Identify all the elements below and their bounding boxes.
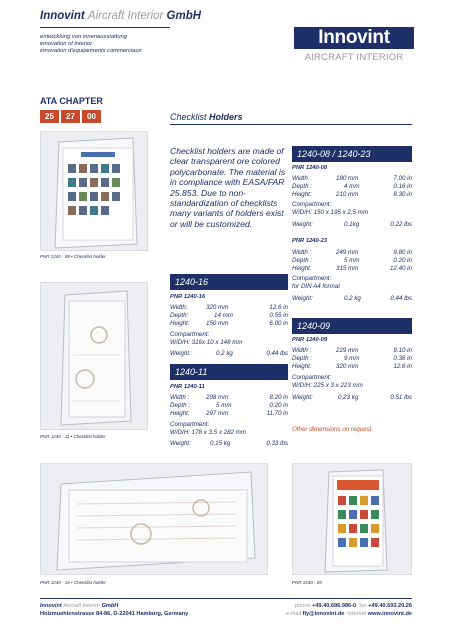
pnr-1240-23: PNR 1240-23 bbox=[292, 238, 328, 244]
pnr-1240-08: PNR 1240-08 bbox=[292, 165, 328, 171]
pnr-1240-11: PNR 1240-11 bbox=[170, 384, 205, 390]
photo-checklist-holder-1240-16 bbox=[40, 463, 268, 575]
spec-height-1240-16: Height: 150 mm 6.00 in bbox=[170, 320, 288, 327]
spec-height-1240-23: Height: 315 mm 12.40 in bbox=[292, 265, 412, 272]
footer-rule bbox=[40, 598, 412, 599]
footer-address: Holzmuehlenstrasse 84-86, D-22041 Hamburg, Germany bbox=[40, 611, 189, 617]
photo-checklist-holder-1240-09 bbox=[292, 463, 412, 575]
spec-weight-1240-08: Weight: 0,1kg 0.22 lbs bbox=[292, 221, 412, 228]
section-rule bbox=[170, 124, 412, 125]
footer-email-link[interactable]: fly@innovint.de bbox=[302, 611, 345, 617]
spec-compartment-label-1240-23: Compartment: bbox=[292, 275, 332, 282]
spec-compartment-label-1240-11: Compartment: bbox=[170, 421, 210, 428]
spec-header-1240-16: 1240-16 bbox=[170, 274, 288, 290]
photo-caption-1: PNR 1240 - 08 • Checklist holder bbox=[40, 254, 106, 259]
logo-subtitle: AIRCRAFT INTERIOR bbox=[304, 52, 404, 63]
holder-1240-08-illustration bbox=[41, 132, 148, 251]
tagline: entwicklung von innenausstattung innovation of interior innovation d'equipements commerciaux bbox=[40, 34, 142, 55]
spec-weight-1240-16: Weight: 0,2 kg 0.44 lbs bbox=[170, 350, 288, 357]
spec-depth-1240-16: Depth: 14 mm 0.55 in bbox=[170, 312, 288, 319]
footer-company: Innovint Aircraft Interior GmbH bbox=[40, 603, 119, 609]
photo-caption-3: PNR 1240 - 16 • Checklist holder bbox=[40, 580, 106, 585]
spec-height-1240-09: Height: 320 mm 12.6 in bbox=[292, 363, 412, 370]
spec-height-1240-08: Height: 210 mm 8.30 in bbox=[292, 191, 412, 198]
ata-code-2: 27 bbox=[61, 110, 80, 123]
ata-chapter-title: ATA CHAPTER bbox=[40, 96, 103, 106]
holder-1240-16-illustration bbox=[41, 464, 268, 575]
holder-1240-09-illustration bbox=[293, 464, 412, 575]
spec-compartment-1240-23: for DIN A4 format bbox=[292, 283, 340, 290]
spec-width-1240-16: Width: 320 mm 12.6 in bbox=[170, 304, 288, 311]
spec-width-1240-23: Width : 249 mm 9.80 in bbox=[292, 249, 412, 256]
spec-weight-1240-23: Weight: 0,2 kg 0.44 lbs bbox=[292, 295, 412, 302]
description-text: Checklist holders are made of clear transparent ore colored polycarbonate. The material is in compliance with EASA/FAR 25.853. Due to non-standardization of checklists many variants of holders exist or will be customized. bbox=[170, 146, 286, 229]
spec-compartment-label-1240-09: Compartment: bbox=[292, 374, 332, 381]
other-dimensions-note: Other dimensions on request bbox=[292, 426, 372, 433]
footer-email-web: e-mail fly@innovint.de internet www.innovint.de bbox=[285, 611, 412, 617]
spec-weight-1240-11: Weight: 0,15 kg 0.33 lbs bbox=[170, 440, 288, 447]
footer-phone[interactable]: +49.40.696.986-0 bbox=[312, 603, 357, 609]
spec-width-1240-11: Width : 208 mm 8.20 in bbox=[170, 394, 288, 401]
holder-1240-11-illustration bbox=[41, 283, 148, 430]
spec-header-1240-11: 1240-11 bbox=[170, 364, 288, 380]
spec-compartment-1240-09: W/D/H: 225 x 3 x 223 mm bbox=[292, 382, 363, 389]
spec-compartment-1240-11: W/D/H: 178 x 3.5 x 282 mm bbox=[170, 429, 246, 436]
photo-checklist-holder-1240-11 bbox=[40, 282, 148, 430]
spec-depth-1240-23: Depth : 5 mm 0.20 in bbox=[292, 257, 412, 264]
innovint-logo: Innovint bbox=[294, 27, 414, 49]
footer-website-link[interactable]: www.innovint.de bbox=[367, 611, 412, 617]
spec-compartment-label-1240-16: Compartment: bbox=[170, 331, 210, 338]
pnr-1240-16: PNR 1240-16 bbox=[170, 294, 206, 300]
spec-compartment-label-1240-08: Compartment: bbox=[292, 201, 332, 208]
spec-width-1240-08: Width : 180 mm 7.00 in bbox=[292, 175, 412, 182]
photo-caption-2: PNR 1240 - 11 • Checklist holder bbox=[40, 434, 106, 439]
ata-code-3: 00 bbox=[82, 110, 101, 123]
spec-depth-1240-08: Depth : 4 mm 0.16 in bbox=[292, 183, 412, 190]
spec-header-1240-08-23: 1240-08 / 1240-23 bbox=[292, 146, 412, 162]
ata-code-1: 25 bbox=[40, 110, 59, 123]
spec-compartment-1240-08: W/D/H: 150 x 195 x 2,5 mm bbox=[292, 209, 368, 216]
pnr-1240-09: PNR 1240-09 bbox=[292, 337, 328, 343]
spec-weight-1240-09: Weight: 0,23 kg 0.51 lbs bbox=[292, 394, 412, 401]
section-title: Checklist Holders bbox=[170, 112, 243, 122]
spec-width-1240-09: Width : 229 mm 9.10 in bbox=[292, 347, 412, 354]
spec-compartment-1240-16: W/D/H: 316x 10 x 148 mm bbox=[170, 339, 243, 346]
header-rule bbox=[40, 27, 170, 28]
footer-phone-fax: phone +49.40.696.986-0 fax +49.40.693.20.26 bbox=[295, 603, 412, 609]
spec-height-1240-11: Height: 297 mm 11.70 in bbox=[170, 410, 288, 417]
spec-depth-1240-11: Depth : 5 mm 0.20 in bbox=[170, 402, 288, 409]
company-name: Innovint Aircraft Interior GmbH bbox=[40, 10, 202, 22]
photo-checklist-holder-1240-08 bbox=[40, 131, 148, 251]
spec-depth-1240-09: Depth : 9 mm 0.36 in bbox=[292, 355, 412, 362]
photo-caption-4: PNR 1240 - 09 bbox=[292, 580, 322, 585]
spec-header-1240-09: 1240-09 bbox=[292, 318, 412, 334]
